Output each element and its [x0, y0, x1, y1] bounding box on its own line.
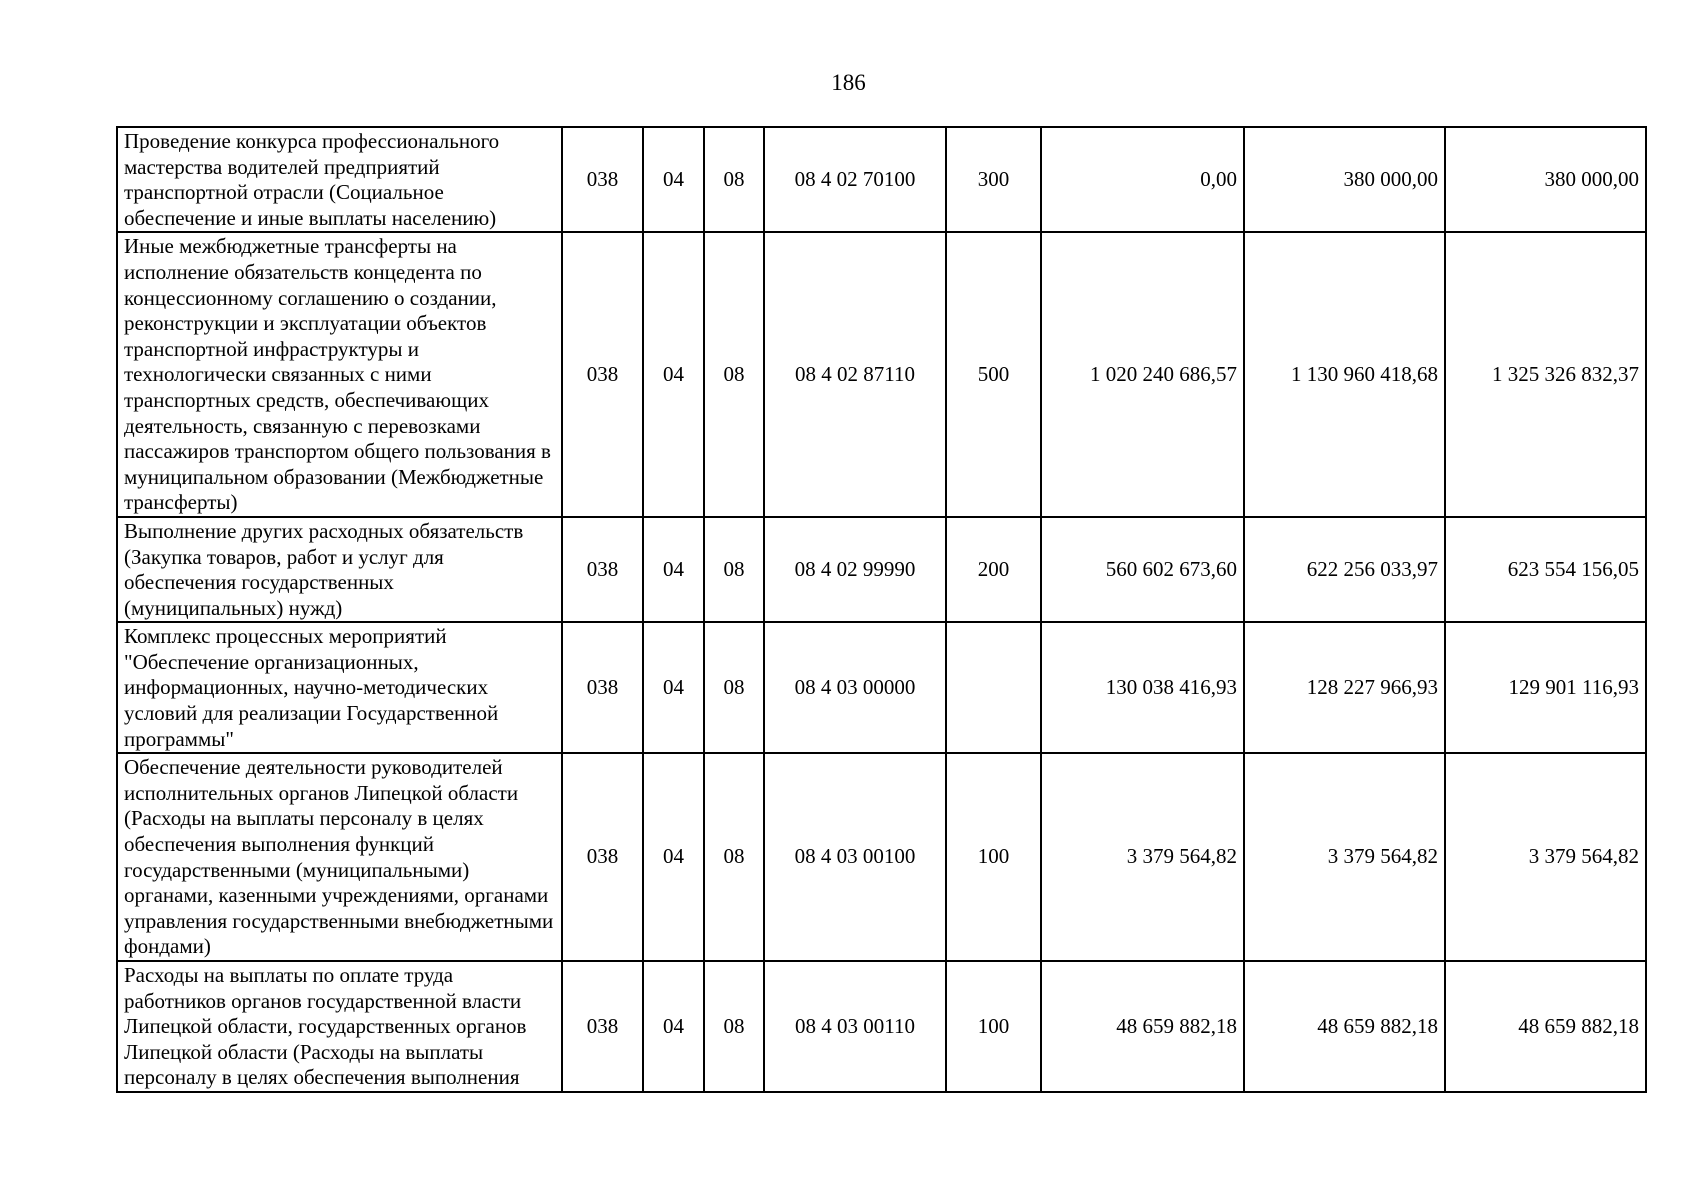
amount-year-1: 3 379 564,82 — [1041, 753, 1244, 961]
target-article-code: 08 4 02 70100 — [764, 127, 946, 232]
section-code: 04 — [643, 127, 704, 232]
amount-year-3: 380 000,00 — [1445, 127, 1646, 232]
row-name: Обеспечение деятельности руководителей исполнительных органов Липецкой области (Расходы на выплаты персоналу в целях обеспечения выполнения функций государственными (муниципальными) органами, казенными учреждениями, органами управления государственными внебюджетными фондами) — [124, 755, 554, 959]
subsection-code: 08 — [704, 232, 764, 517]
amount-year-2: 622 256 033,97 — [1244, 517, 1445, 622]
target-article-code: 08 4 02 87110 — [764, 232, 946, 517]
row-name: Выполнение других расходных обязательств (Закупка товаров, работ и услуг для обеспечения государственных (муниципальных) нужд) — [124, 518, 524, 620]
expense-type-code: 300 — [946, 127, 1041, 232]
row-name-cell — [117, 232, 562, 517]
row-name-cell — [117, 753, 562, 961]
amount-year-2: 48 659 882,18 — [1244, 961, 1445, 1092]
ministry-code: 038 — [562, 127, 643, 232]
subsection-code: 08 — [704, 517, 764, 622]
row-name-cell — [117, 622, 562, 753]
expense-type-code — [946, 622, 1041, 753]
table-row — [117, 127, 1646, 232]
amount-year-2: 1 130 960 418,68 — [1244, 232, 1445, 517]
row-name-cell — [117, 127, 562, 232]
subsection-code: 08 — [704, 961, 764, 1092]
row-name: Иные межбюджетные трансферты на исполнение обязательств концедента по концессионному соглашению о создании, реконструкции и эксплуатации объектов транспортной инфраструктуры и технологически связанных с ними транспортных средств, обеспечивающих деятельность, связанную с перевозками пассажиров транспортом общего пользования в муниципальном образовании (Межбюджетные трансферты) — [124, 234, 551, 515]
amount-year-1: 560 602 673,60 — [1041, 517, 1244, 622]
amount-year-1: 48 659 882,18 — [1041, 961, 1244, 1092]
subsection-code: 08 — [704, 127, 764, 232]
amount-year-3: 48 659 882,18 — [1445, 961, 1646, 1092]
row-name-cell — [117, 517, 562, 622]
amount-year-3: 1 325 326 832,37 — [1445, 232, 1646, 517]
expense-type-code: 500 — [946, 232, 1041, 517]
section-code: 04 — [643, 622, 704, 753]
section-code: 04 — [643, 753, 704, 961]
row-name-cell — [117, 961, 562, 1092]
page-number: 186 — [831, 70, 866, 95]
amount-year-2: 3 379 564,82 — [1244, 753, 1445, 961]
target-article-code: 08 4 03 00000 — [764, 622, 946, 753]
target-article-code: 08 4 03 00100 — [764, 753, 946, 961]
table-row — [117, 517, 1646, 622]
row-name: Проведение конкурса профессионального мастерства водителей предприятий транспортной отрасли (Социальное обеспечение и иные выплаты населению) — [124, 129, 500, 230]
budget-table — [116, 126, 1647, 1093]
row-name: Расходы на выплаты по оплате труда работников органов государственной власти Липецкой области, государственных органов Липецкой области (Расходы на выплаты персоналу в целях обеспечения выполнения — [124, 963, 527, 1090]
amount-year-2: 380 000,00 — [1244, 127, 1445, 232]
ministry-code: 038 — [562, 232, 643, 517]
target-article-code: 08 4 02 99990 — [764, 517, 946, 622]
expense-type-code: 100 — [946, 753, 1041, 961]
subsection-code: 08 — [704, 753, 764, 961]
row-name: Комплекс процессных мероприятий "Обеспечение организационных, информационных, научно-методических условий для реализации Государственной программы" — [124, 624, 499, 751]
table-row — [117, 622, 1646, 753]
amount-year-1: 0,00 — [1041, 127, 1244, 232]
target-article-code: 08 4 03 00110 — [764, 961, 946, 1092]
ministry-code: 038 — [562, 961, 643, 1092]
ministry-code: 038 — [562, 517, 643, 622]
amount-year-3: 129 901 116,93 — [1445, 622, 1646, 753]
ministry-code: 038 — [562, 622, 643, 753]
table-row — [117, 961, 1646, 1092]
expense-type-code: 100 — [946, 961, 1041, 1092]
section-code: 04 — [643, 961, 704, 1092]
amount-year-3: 3 379 564,82 — [1445, 753, 1646, 961]
subsection-code: 08 — [704, 622, 764, 753]
table-row — [117, 232, 1646, 517]
section-code: 04 — [643, 232, 704, 517]
amount-year-3: 623 554 156,05 — [1445, 517, 1646, 622]
amount-year-1: 1 020 240 686,57 — [1041, 232, 1244, 517]
ministry-code: 038 — [562, 753, 643, 961]
table-row — [117, 753, 1646, 961]
section-code: 04 — [643, 517, 704, 622]
amount-year-1: 130 038 416,93 — [1041, 622, 1244, 753]
amount-year-2: 128 227 966,93 — [1244, 622, 1445, 753]
expense-type-code: 200 — [946, 517, 1041, 622]
